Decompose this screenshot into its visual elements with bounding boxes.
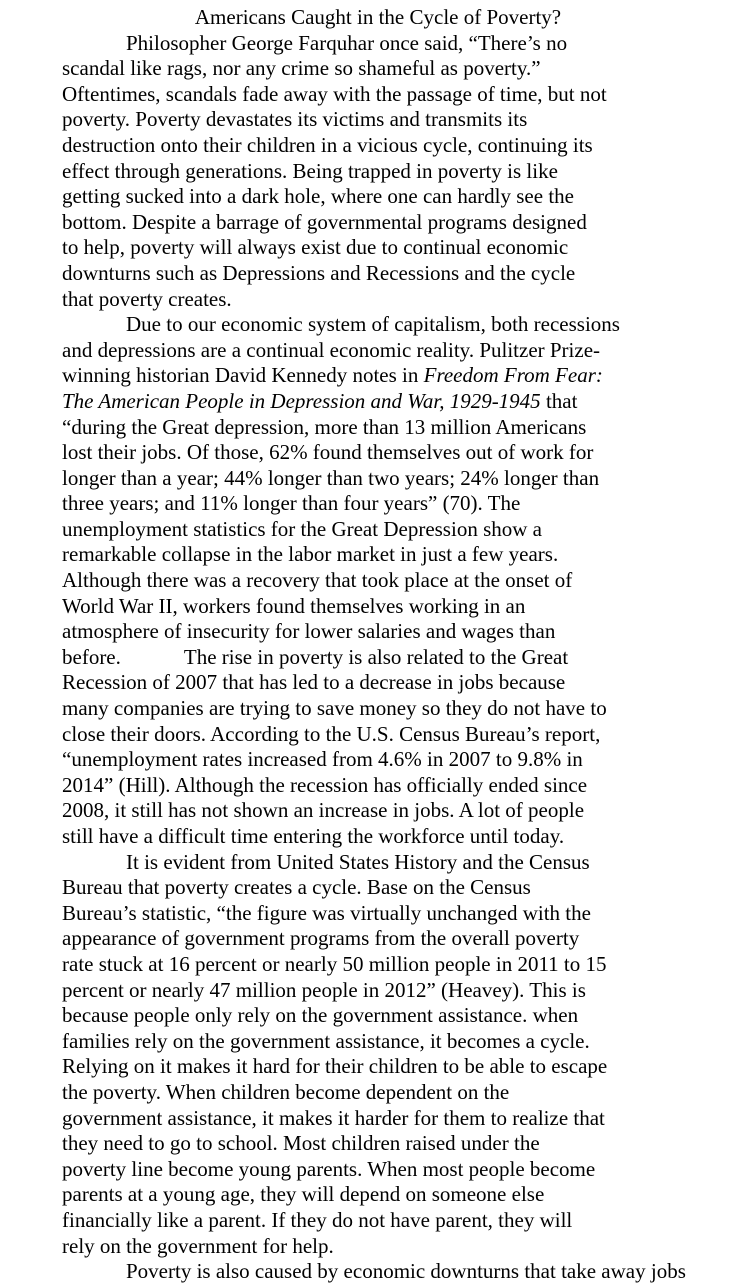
text-segment: downturns such as Depressions and Recessions and the cycle: [62, 260, 576, 285]
paragraph-2-line-11: [62, 568, 694, 594]
paragraph-2-line-5: [62, 415, 694, 441]
paragraph-1-line-8: [62, 210, 694, 236]
text-segment: they need to go to school. Most children raised under the: [62, 1131, 540, 1156]
text-segment: 2008, it still has not shown an increase in jobs. A lot of people: [62, 798, 585, 823]
text-segment: It is evident from United States History and the Census: [126, 849, 590, 874]
text-segment: Although there was a recovery that took place at the onset of: [62, 568, 573, 593]
paragraph-1-line-9: [62, 235, 694, 261]
paragraph-3-line-3: [62, 901, 694, 927]
paragraph-3-line-1: [62, 850, 694, 876]
text-segment: Bureau’s statistic, “the figure was virtually unchanged with the: [62, 900, 591, 925]
text-segment: winning historian David Kennedy notes in: [62, 363, 424, 388]
text-segment: financially like a parent. If they do not have parent, they will: [62, 1207, 573, 1232]
text-segment: because people only rely on the government assistance. when: [62, 1003, 579, 1028]
text-segment: longer than a year; 44% longer than two years; 24% longer than: [62, 465, 600, 490]
paragraph-1-line-7: [62, 184, 694, 210]
text-segment: unemployment statistics for the Great Depression show a: [62, 516, 542, 541]
paragraph-2-line-10: [62, 542, 694, 568]
text-segment: atmosphere of insecurity for lower salaries and wages than: [62, 619, 556, 644]
clipped-bottom-line: [62, 1259, 694, 1285]
paragraph-3-line-4: [62, 926, 694, 952]
paragraph-3-line-10: [62, 1080, 694, 1106]
text-segment: destruction onto their children in a vicious cycle, continuing its: [62, 132, 593, 157]
text-segment: still have a difficult time entering the workforce until today.: [62, 824, 565, 848]
text-segment: The rise in poverty is also related to the Great: [183, 644, 569, 669]
paragraph-2-line-9: [62, 517, 694, 543]
text-segment: 2014” (Hill). Although the recession has officially ended since: [62, 772, 588, 797]
text-segment: Recession of 2007 that has led to a decrease in jobs because: [62, 670, 566, 695]
text-segment: “during the Great depression, more than 13 million Americans: [62, 414, 587, 439]
text-segment: three years; and 11% longer than four years” (70). The: [62, 491, 521, 516]
text-segment: parents at a young age, they will depend on someone else: [62, 1182, 545, 1207]
paragraph-2-line-16: [62, 696, 694, 722]
paragraph-1-line-2: [62, 56, 694, 82]
paragraph-2-line-14: [62, 645, 694, 671]
paragraph-3-line-13: [62, 1157, 694, 1183]
document-title: Americans Caught in the Cycle of Poverty?: [194, 5, 562, 29]
paragraph-1-line-3: [62, 82, 694, 108]
paragraph-1-line-4: [62, 107, 694, 133]
paragraph-2-line-15: [62, 670, 694, 696]
paragraph-3-line-14: [62, 1182, 694, 1208]
paragraph-2-line-7: [62, 466, 694, 492]
paragraph-2-line-20: [62, 798, 694, 824]
text-segment: government assistance, it makes it harder for them to realize that: [62, 1105, 605, 1130]
paragraph-1-line-10: [62, 261, 694, 287]
paragraph-3-line-8: [62, 1029, 694, 1055]
text-segment: scandal like rags, nor any crime so shameful as poverty.”: [62, 56, 541, 81]
text-segment: to help, poverty will always exist due to continual economic: [62, 235, 569, 260]
paragraph-2-line-19: [62, 773, 694, 799]
paragraph-3-line-16: [62, 1234, 694, 1260]
text-segment: many companies are trying to save money so they do not have to: [62, 696, 607, 721]
text-segment: Relying on it makes it hard for their children to be able to escape: [62, 1054, 608, 1079]
text-segment: lost their jobs. Of those, 62% found themselves out of work for: [62, 440, 594, 465]
paragraph-2-line-8: [62, 491, 694, 517]
document-body: [62, 5, 694, 1285]
italic-text-segment: The American People in Depression and War, 1929-1945: [62, 388, 541, 413]
paragraph-2-line-3: [62, 363, 694, 389]
paragraph-1-line-6: [62, 159, 694, 185]
paragraph-2-line-1: [62, 312, 694, 338]
text-segment: World War II, workers found themselves working in an: [62, 593, 526, 618]
paragraph-2-line-6: [62, 440, 694, 466]
text-segment: families rely on the government assistance, it becomes a cycle.: [62, 1028, 590, 1053]
text-segment: rate stuck at 16 percent or nearly 50 million people in 2011 to 15: [62, 951, 607, 976]
text-segment: that poverty creates.: [62, 286, 232, 311]
text-segment: and depressions are a continual economic reality. Pulitzer Prize-: [62, 337, 601, 362]
text-segment: Poverty is also caused by economic downturns that take away jobs: [126, 1259, 686, 1284]
paragraph-2-line-13: [62, 619, 694, 645]
paragraph-3-line-15: [62, 1208, 694, 1234]
text-segment: effect through generations. Being trapped in poverty is like: [62, 158, 558, 183]
paragraph-3-line-7: [62, 1003, 694, 1029]
paragraph-1-line-1: [62, 31, 694, 57]
text-segment: poverty line become young parents. When most people become: [62, 1156, 596, 1181]
text-segment: percent or nearly 47 million people in 2012” (Heavey). This is: [62, 977, 586, 1002]
text-segment: remarkable collapse in the labor market in just a few years.: [62, 542, 559, 567]
paragraph-2-line-12: [62, 594, 694, 620]
paragraph-3-line-2: [62, 875, 694, 901]
paragraph-3-line-12: [62, 1131, 694, 1157]
text-segment: getting sucked into a dark hole, where one can hardly see the: [62, 184, 574, 209]
text-segment: Oftentimes, scandals fade away with the passage of time, but not: [62, 81, 607, 106]
text-segment: close their doors. According to the U.S. Census Bureau’s report,: [62, 721, 601, 746]
paragraph-2-line-18: [62, 747, 694, 773]
paragraph-3-line-6: [62, 978, 694, 1004]
paragraph-3-line-9: [62, 1054, 694, 1080]
paragraph-3-line-11: [62, 1106, 694, 1132]
text-segment: poverty. Poverty devastates its victims and transmits its: [62, 107, 528, 132]
text-segment: “unemployment rates increased from 4.6% in 2007 to 9.8% in: [62, 747, 583, 772]
text-segment: appearance of government programs from the overall poverty: [62, 926, 580, 951]
paragraph-2-line-4: [62, 389, 694, 415]
text-segment: that: [540, 388, 578, 413]
text-segment: Due to our economic system of capitalism, both recessions: [126, 312, 620, 337]
text-segment: Philosopher George Farquhar once said, “There’s no: [126, 30, 568, 55]
text-segment: Bureau that poverty creates a cycle. Base on the Census: [62, 875, 531, 900]
paragraph-3-line-5: [62, 952, 694, 978]
italic-text-segment: Freedom From Fear:: [423, 363, 603, 388]
text-segment: rely on the government for help.: [62, 1233, 334, 1258]
text-segment: the poverty. When children become dependent on the: [62, 1079, 510, 1104]
text-segment: before.: [62, 644, 121, 669]
paragraph-1-line-5: [62, 133, 694, 159]
tab-space: [121, 663, 184, 664]
paragraph-2-line-17: [62, 722, 694, 748]
text-segment: bottom. Despite a barrage of governmental programs designed: [62, 209, 587, 234]
paragraph-2-line-21: [62, 824, 694, 850]
paragraph-2-line-2: [62, 338, 694, 364]
paragraph-1-line-11: [62, 287, 694, 313]
